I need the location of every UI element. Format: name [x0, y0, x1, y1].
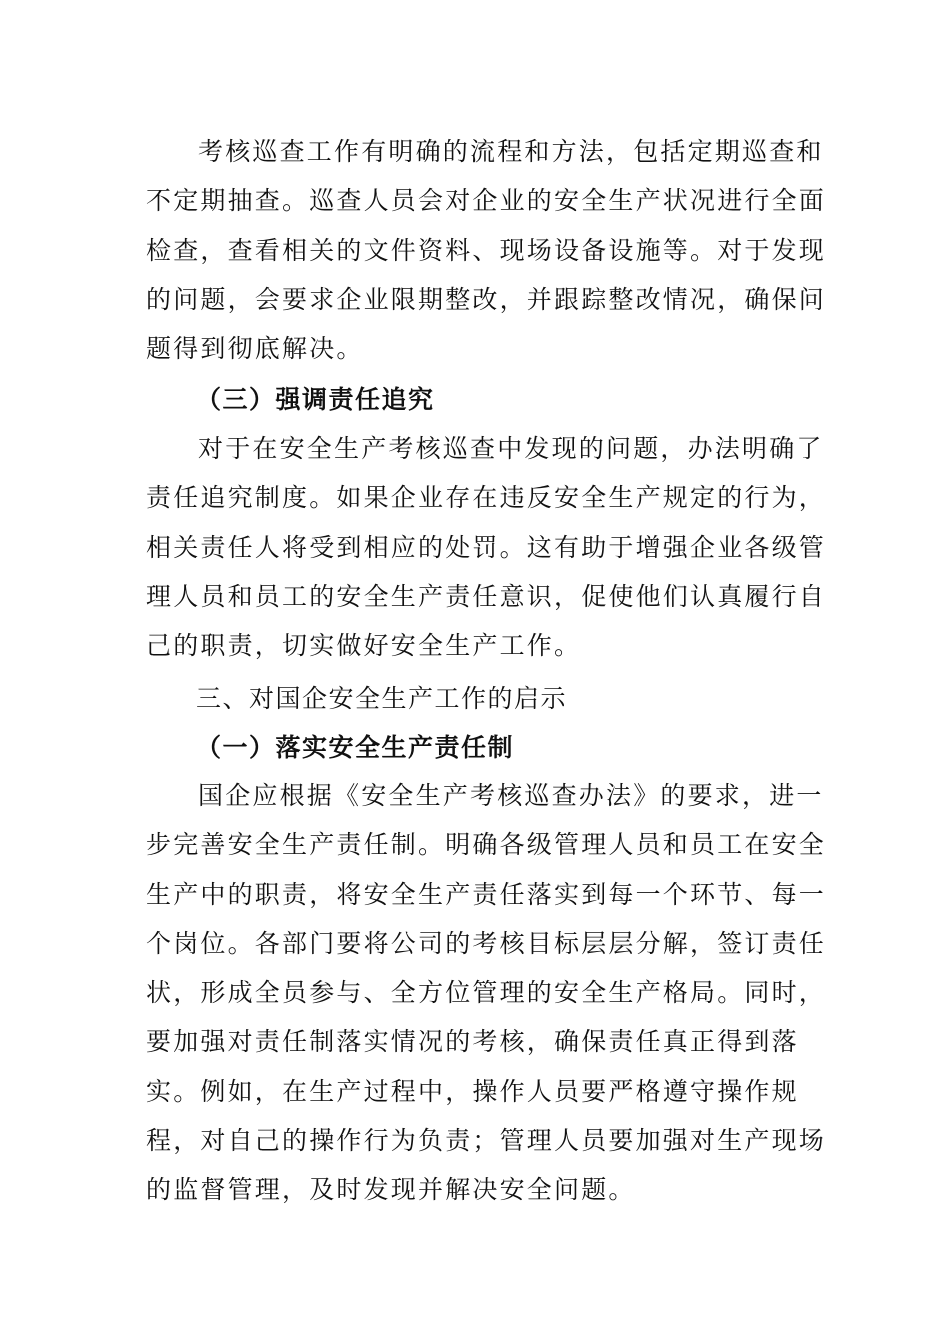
- paragraph-line: 责任追究制度。如果企业存在违反安全生产规定的行为，: [146, 483, 827, 513]
- paragraph-line: 国企应根据《安全生产考核巡查办法》的要求，进一: [198, 781, 824, 810]
- paragraph-line: 不定期抽查。巡查人员会对企业的安全生产状况进行全面: [146, 186, 827, 216]
- paragraph-line: 相关责任人将受到相应的处罚。这有助于增强企业各级管: [146, 532, 827, 562]
- paragraph-line: 个岗位。各部门要将公司的考核目标层层分解，签订责任: [146, 928, 827, 958]
- paragraph-inspection-process: [146, 127, 827, 373]
- paragraph-line: 实。例如，在生产过程中，操作人员要严格遵守操作规: [146, 1076, 799, 1106]
- paragraph-line: 生产中的职责，将安全生产责任落实到每一个环节、每一: [146, 879, 827, 909]
- paragraph-line: 程，对自己的操作行为负责；管理人员要加强对生产现场: [146, 1126, 827, 1156]
- paragraph-line: 状，形成全员参与、全方位管理的安全生产格局。同时，: [146, 978, 827, 1008]
- paragraph-line: 己的职责，切实做好安全生产工作。: [146, 631, 582, 661]
- paragraph-line: 对于在安全生产考核巡查中发现的问题，办法明确了: [198, 434, 824, 463]
- subheading-accountability: （三）强调责任追究: [196, 385, 435, 414]
- paragraph-line: 的监督管理，及时发现并解决安全问题。: [146, 1175, 636, 1205]
- subheading-responsibility-system: （一）落实安全生产责任制: [196, 733, 515, 762]
- paragraph-line: 理人员和员工的安全生产责任意识，促使他们认真履行自: [146, 581, 827, 611]
- paragraph-line: 要加强对责任制落实情况的考核，确保责任真正得到落: [146, 1027, 799, 1057]
- paragraph-line: 考核巡查工作有明确的流程和方法，包括定期巡查和: [198, 137, 824, 166]
- paragraph-accountability: [146, 424, 827, 670]
- paragraph-line: 的问题，会要求企业限期整改，并跟踪整改情况，确保问: [146, 284, 827, 314]
- paragraph-line: 检查，查看相关的文件资料、现场设备设施等。对于发现: [146, 235, 827, 265]
- paragraph-line: 步完善安全生产责任制。明确各级管理人员和员工在安全: [146, 830, 827, 860]
- paragraph-responsibility-system: [146, 771, 827, 1215]
- paragraph-line: 题得到彻底解决。: [146, 334, 364, 364]
- section-heading-implications: 三、对国企安全生产工作的启示: [196, 684, 568, 713]
